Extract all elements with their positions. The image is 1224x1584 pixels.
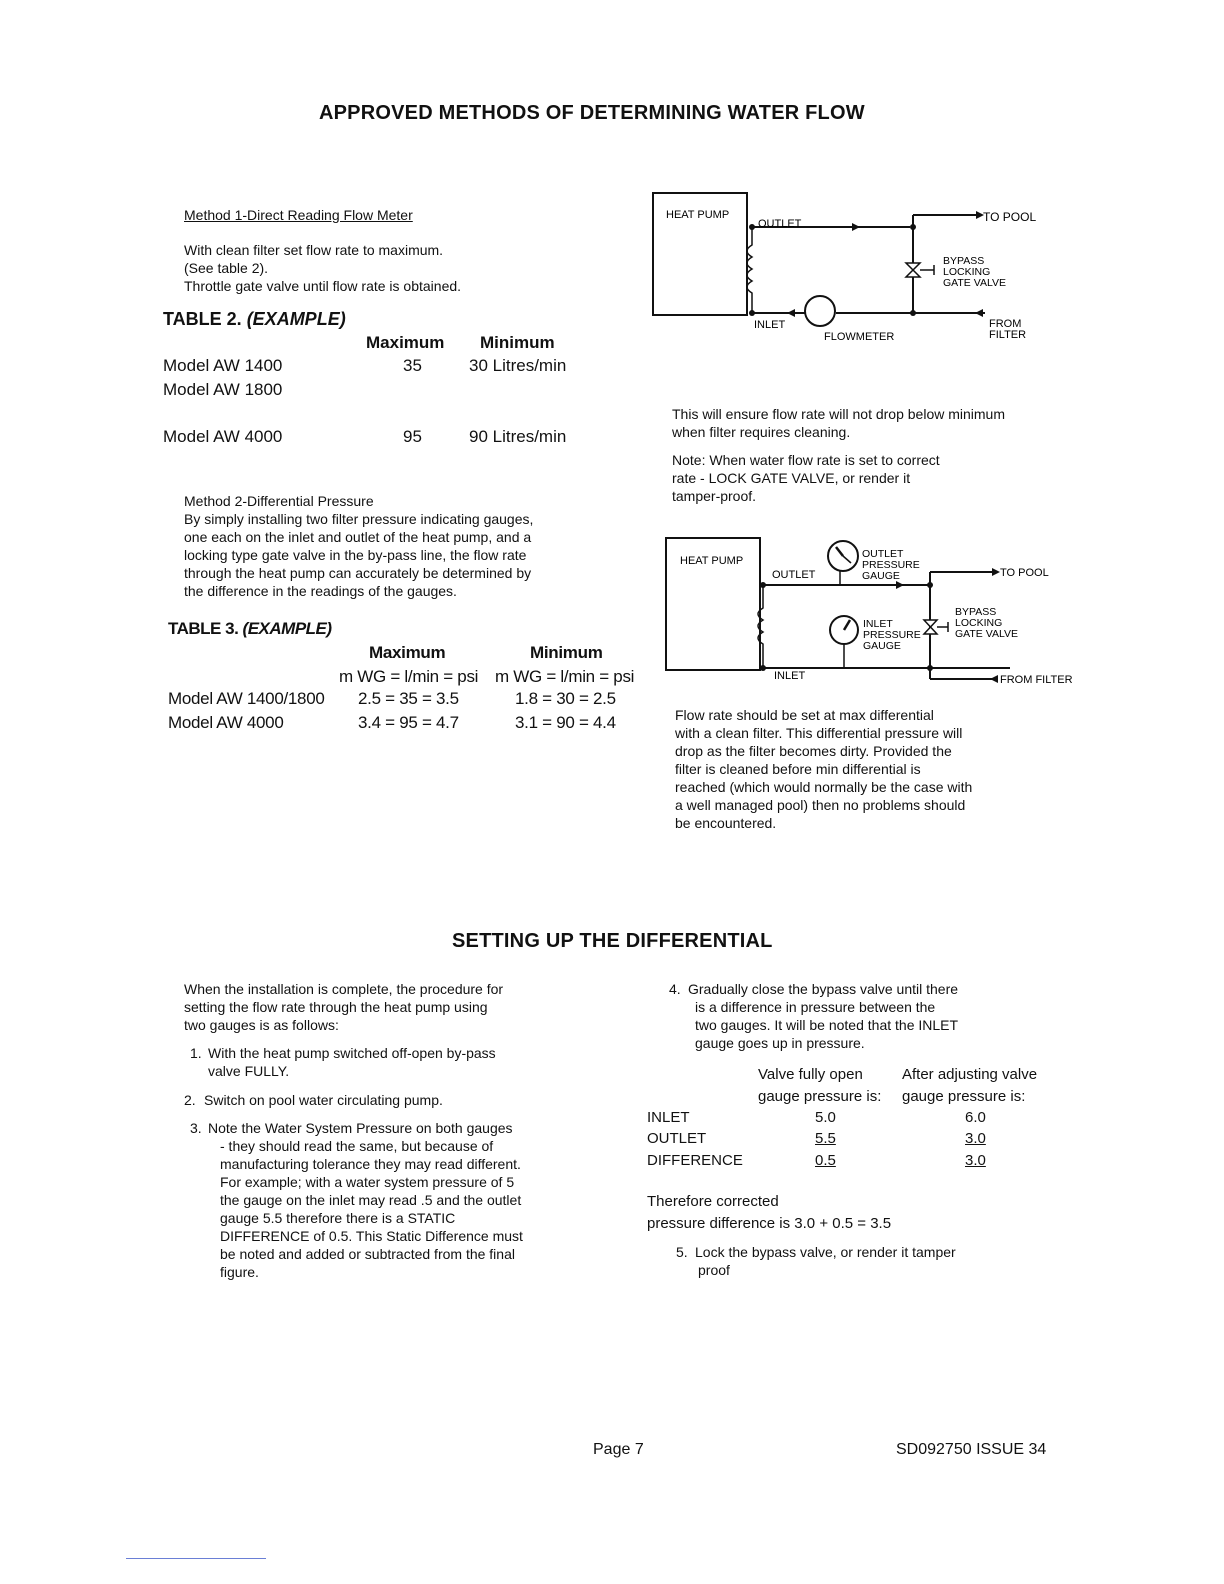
note2-line: filter is cleaned before min differential is (675, 761, 921, 777)
differential-pressure-diagram (660, 530, 1080, 695)
step-line: Switch on pool water circulating pump. (204, 1092, 443, 1108)
table3-title-prefix: TABLE 3. (168, 619, 239, 638)
note1-text (672, 405, 1005, 441)
note1-note (672, 451, 940, 505)
table2-col-max: Maximum (366, 333, 445, 352)
therefore-line: pressure difference is 3.0 + 0.5 = 3.5 (647, 1215, 892, 1232)
step-line: Gradually close the bypass valve until there (688, 981, 959, 997)
bypass-label: BYPASS (955, 606, 997, 618)
footnote-rule (126, 1558, 266, 1559)
therefore-line: Therefore corrected (647, 1193, 779, 1210)
step-line: DIFFERENCE of 0.5. This Static Difference must (220, 1228, 523, 1244)
gate-valve-icon (906, 263, 920, 277)
step5-text (695, 1243, 956, 1279)
note1-line: when filter requires cleaning. (672, 424, 851, 440)
inlet-label: INLET (774, 670, 806, 682)
outlet-label: OUTLET (758, 218, 802, 230)
document-id: SD092750 ISSUE 34 (896, 1441, 1047, 1458)
step-number: 5. (676, 1244, 688, 1260)
note2-line: Flow rate should be set at max differential (675, 707, 934, 723)
pressure-adjusted-value: 6.0 (965, 1109, 986, 1126)
from-filter-label: FROM (989, 318, 1022, 330)
col-header-line: gauge pressure is: (758, 1088, 882, 1105)
col-header-line: Valve fully open (758, 1066, 863, 1083)
inlet-gauge-label: INLET (863, 618, 893, 630)
inlet-gauge-label: PRESSURE (863, 629, 921, 641)
bypass-label: BYPASS (943, 255, 985, 267)
bypass-label: GATE VALVE (943, 277, 1007, 289)
pressure-open-value: 5.0 (815, 1109, 836, 1126)
step-line: the gauge on the inlet may read .5 and the outlet (220, 1192, 522, 1208)
flow-arrow (787, 309, 795, 317)
step-line: For example; with a water system pressure of 5 (220, 1174, 515, 1190)
table2-title-prefix: TABLE 2. (163, 309, 242, 329)
heat-pump-label: HEAT PUMP (680, 555, 744, 567)
heat-pump-label: HEAT PUMP (666, 209, 730, 221)
method2-line: through the heat pump can accurately be determined by (184, 565, 532, 581)
outlet-label: OUTLET (772, 569, 816, 581)
joint-dot (749, 224, 755, 230)
flow-arrow (852, 223, 860, 231)
table3-col-min: Minimum (530, 643, 603, 662)
step-line: two gauges. It will be noted that the INLET (695, 1017, 959, 1033)
pressure-row-label: OUTLET (647, 1130, 707, 1147)
method2-heading: Method 2-Differential Pressure (184, 493, 374, 509)
step-line: gauge 5.5 therefore there is a STATIC (220, 1210, 456, 1226)
method1-text (184, 241, 461, 295)
step1-text (208, 1044, 496, 1080)
pressure-adjusted-value: 3.0 (965, 1152, 986, 1169)
table2-row-min: 90 Litres/min (469, 427, 567, 446)
from-filter-label: FROM FILTER (1000, 674, 1073, 686)
table2-row-model: Model AW 1800 (163, 380, 283, 399)
intro-line: When the installation is complete, the procedure for (184, 981, 504, 997)
table2-title (163, 309, 346, 330)
step-line: is a difference in pressure between the (695, 999, 936, 1015)
step-line: proof (698, 1262, 730, 1278)
from-filter-label: FILTER (989, 329, 1027, 341)
step-line: Note the Water System Pressure on both gauges (208, 1120, 513, 1136)
outlet-gauge-label: PRESSURE (862, 559, 920, 571)
note2-line: a well managed pool) then no problems should (675, 797, 966, 813)
step-line: Lock the bypass valve, or render it tamper (695, 1244, 956, 1260)
gate-valve-icon (924, 620, 937, 634)
flowmeter-diagram (640, 185, 1050, 350)
pressure-open-value: 5.5 (815, 1130, 836, 1147)
step-line: be noted and added or subtracted from the final (220, 1246, 515, 1262)
table3-row-max: 3.4 = 95 = 4.7 (358, 713, 459, 732)
table2-row-model: Model AW 4000 (163, 427, 283, 446)
col-header-line: gauge pressure is: (902, 1088, 1026, 1105)
method2-line: one each on the inlet and outlet of the heat pump, and a (184, 529, 532, 545)
table2-col-min: Minimum (480, 333, 555, 352)
table3-row-min: 3.1 = 90 = 4.4 (515, 713, 616, 732)
pressure-col-open-header (758, 1064, 881, 1108)
method1-line: Throttle gate valve until flow rate is obtained. (184, 278, 462, 294)
outlet-gauge-label: OUTLET (862, 548, 904, 560)
pressure-open-value: 0.5 (815, 1152, 836, 1169)
to-pool-label: TO POOL (983, 210, 1037, 224)
step-number: 1. (190, 1045, 202, 1061)
table3-units-min: m WG = l/min = psi (495, 667, 635, 686)
flowmeter-icon (805, 296, 835, 326)
step-line: valve FULLY. (208, 1063, 290, 1079)
method1-heading: Method 1-Direct Reading Flow Meter (184, 207, 413, 223)
bypass-label: LOCKING (943, 266, 991, 278)
page-title: APPROVED METHODS OF DETERMINING WATER FLOW (319, 102, 865, 124)
note1-note-line: tamper-proof. (672, 488, 757, 504)
to-pool-label: TO POOL (1000, 567, 1049, 579)
intro-line: setting the flow rate through the heat pump using (184, 999, 488, 1015)
table2-row-max: 95 (403, 427, 422, 446)
section2-title: SETTING UP THE DIFFERENTIAL (452, 930, 773, 952)
step-number: 4. (669, 981, 681, 997)
step-number: 2. (184, 1092, 196, 1108)
note2-line: reached (which would normally be the case with (675, 779, 973, 795)
step3-text (208, 1119, 523, 1281)
note2-text (675, 706, 972, 832)
col-header-line: After adjusting valve (902, 1066, 1038, 1083)
pressure-adjusted-value: 3.0 (965, 1130, 986, 1147)
step-line: With the heat pump switched off-open by-pass (208, 1045, 496, 1061)
from-filter-arrow (975, 309, 983, 317)
table2-row-min: 30 Litres/min (469, 356, 567, 375)
step-number: 3. (190, 1120, 202, 1136)
step4-text (688, 980, 958, 1052)
bypass-label: LOCKING (955, 617, 1003, 629)
method2-line: locking type gate valve in the by-pass line, the flow rate (184, 547, 527, 563)
note1-line: This will ensure flow rate will not drop below minimum (672, 406, 1006, 422)
intro-text (184, 980, 503, 1034)
flowmeter-label: FLOWMETER (824, 331, 895, 343)
page-number: Page 7 (593, 1441, 644, 1458)
method2-text (184, 510, 533, 600)
method1-line: With clean filter set flow rate to maximum. (184, 242, 444, 258)
table3-units-max: m WG = l/min = psi (339, 667, 479, 686)
table3-title-suffix: (EXAMPLE) (242, 619, 332, 638)
intro-line: two gauges is as follows: (184, 1017, 339, 1033)
bypass-label: GATE VALVE (955, 628, 1019, 640)
pressure-col-adjusted-header (902, 1064, 1037, 1108)
step-line: manufacturing tolerance they may read different. (220, 1156, 521, 1172)
outlet-gauge-label: GAUGE (862, 570, 900, 582)
therefore-text (647, 1191, 891, 1235)
pressure-row-label: DIFFERENCE (647, 1152, 743, 1169)
inlet-label: INLET (754, 319, 786, 331)
to-pool-arrow (992, 568, 1000, 576)
table3-title (168, 619, 332, 639)
table3-row-min: 1.8 = 30 = 2.5 (515, 689, 616, 708)
table2-row-model: Model AW 1400 (163, 356, 283, 375)
inlet-gauge-label: GAUGE (863, 640, 901, 652)
note2-line: be encountered. (675, 815, 777, 831)
note2-line: drop as the filter becomes dirty. Provided the (675, 743, 952, 759)
table3-row-max: 2.5 = 35 = 3.5 (358, 689, 459, 708)
table3-row-model: Model AW 1400/1800 (168, 689, 325, 708)
note1-note-line: rate - LOCK GATE VALVE, or render it (672, 470, 911, 486)
note2-line: with a clean filter. This differential pressure will (675, 725, 963, 741)
step-line: gauge goes up in pressure. (695, 1035, 865, 1051)
step-line: - they should read the same, but because of (220, 1138, 494, 1154)
method2-line: By simply installing two filter pressure indicating gauges, (184, 511, 534, 527)
step-line: figure. (220, 1264, 259, 1280)
table2-row-max: 35 (403, 356, 422, 375)
note1-note-line: Note: When water flow rate is set to correct (672, 452, 940, 468)
table2-title-suffix: (EXAMPLE) (246, 309, 346, 329)
table3-col-max: Maximum (369, 643, 446, 662)
method2-line: the difference in the readings of the gauges. (184, 583, 457, 599)
pressure-row-label: INLET (647, 1109, 690, 1126)
method1-line: (See table 2). (184, 260, 269, 276)
table3-row-model: Model AW 4000 (168, 713, 284, 732)
